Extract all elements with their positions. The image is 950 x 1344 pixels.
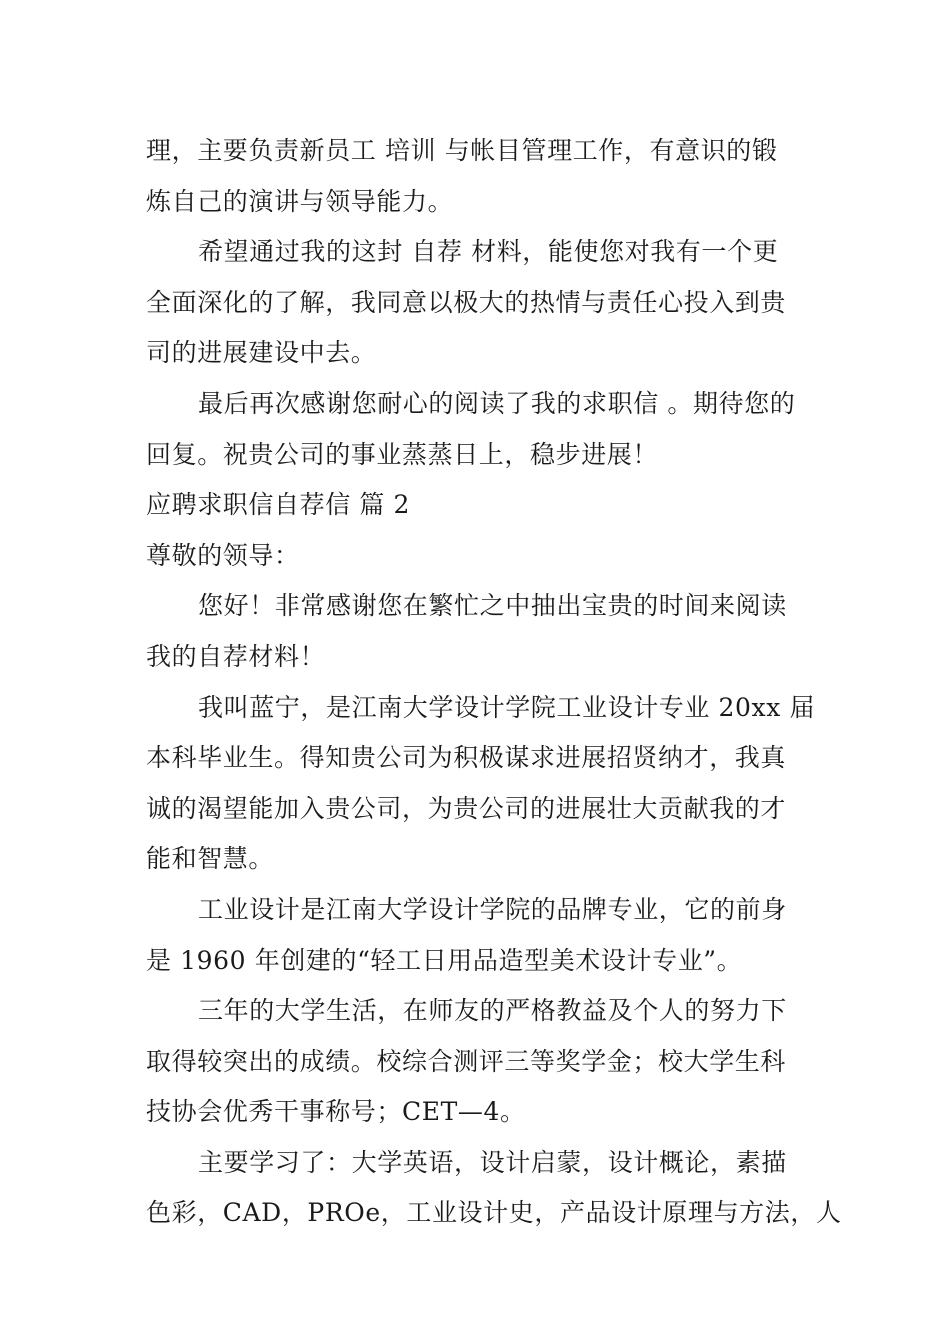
paragraph-start-line: 希望通过我的这封 自荐 材料，能使您对我有一个更 (198, 237, 779, 267)
paragraph-start-line: 您好！非常感谢您在繁忙之中抽出宝贵的时间来阅读 (198, 591, 787, 621)
text-line: 我的自荐材料！ (146, 641, 326, 671)
text-line: 色彩，CAD，PROe，工业设计史，产品设计原理与方法，人 (146, 1198, 842, 1228)
text-line: 取得较突出的成绩。校综合测评三等奖学金；校大学生科 (146, 1046, 787, 1076)
paragraph-start-line: 主要学习了：大学英语，设计启蒙，设计概论，素描 (198, 1147, 787, 1177)
text-line: 全面深化的了解，我同意以极大的热情与责任心投入到贵 (146, 287, 787, 317)
text-line: 炼自己的演讲与领导能力。 (146, 186, 454, 216)
text-line: 诚的渴望能加入贵公司，为贵公司的进展壮大贡献我的才 (146, 793, 787, 823)
text-line: 技协会优秀干事称号；CET—4。 (146, 1097, 526, 1127)
text-line: 司的进展建设中去。 (146, 338, 377, 368)
text-line: 理，主要负责新员工 培训 与帐目管理工作，有意识的锻 (146, 136, 778, 165)
paragraph-start-line: 最后再次感谢您耐心的阅读了我的求职信 。期待您的 (198, 388, 796, 418)
text-line: 是 1960 年创建的“轻工日用品造型美术设计专业”。 (146, 945, 743, 975)
paragraph-start-line: 工业设计是江南大学设计学院的品牌专业，它的前身 (198, 894, 787, 924)
text-line: 能和智慧。 (146, 844, 275, 874)
paragraph-start-line: 三年的大学生活，在师友的严格教益及个人的努力下 (198, 996, 787, 1026)
salutation: 尊敬的领导： (146, 540, 300, 570)
document-body (146, 126, 842, 1239)
text-line: 本科毕业生。得知贵公司为积极谋求进展招贤纳才，我真 (146, 743, 787, 773)
section-heading: 应聘求职信自荐信 篇 2 (146, 490, 411, 520)
text-line: 回复。祝贵公司的事业蒸蒸日上，稳步进展！ (146, 439, 659, 469)
paragraph-start-line: 我叫蓝宁，是江南大学设计学院工业设计专业 20xx 届 (198, 692, 816, 722)
